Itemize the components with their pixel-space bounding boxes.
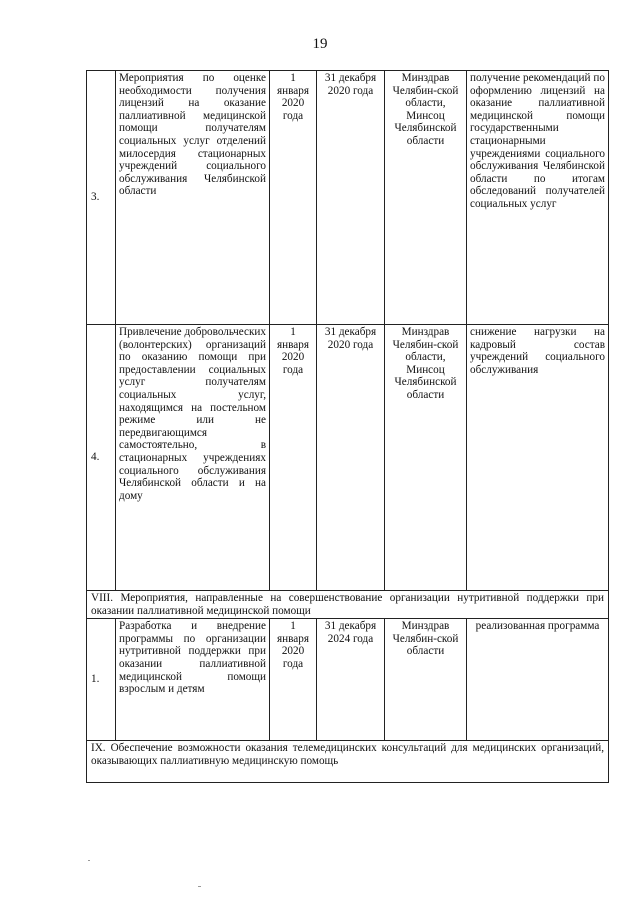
activity-cell: Разработка и внедрение программы по организации нутритивной поддержки при оказании паллиативной медицинской помощи взрослым и детям bbox=[116, 619, 270, 741]
responsible-cell: Минздрав Челябин-ской области, Минсоц Челябинской области bbox=[385, 325, 467, 591]
end-date-cell: 31 декабря 2024 года bbox=[317, 619, 385, 741]
scan-artifact bbox=[198, 886, 201, 887]
section-title: VIII. Мероприятия, направленные на совершенствование организации нутритивной поддержки при оказании паллиативной медицинской помощи bbox=[87, 591, 609, 619]
section-title: IX. Обеспечение возможности оказания телемедицинских консультаций для медицинских организаций, оказывающих паллиативную медицинскую помощь bbox=[87, 741, 609, 783]
table-row bbox=[87, 619, 609, 741]
result-cell: получение рекомендаций по оформлению лицензий на оказание паллиативной медицинской помощи государственными стационарными учреждениями социального обслуживания Челябинской области по итогам обследований получателей социальных услуг bbox=[467, 71, 609, 325]
end-date-cell: 31 декабря 2020 года bbox=[317, 71, 385, 325]
activity-cell: Привлечение добровольческих (волонтерских) организаций по оказанию помощи при предоставлении социальных услуг получателям социальных услуг, находящимся на постельном режиме или не передвигающимся самостоятельно, в стационарных учреждениях социального обслуживания Челябинской области и на дому bbox=[116, 325, 270, 591]
section-header-row bbox=[87, 741, 609, 783]
end-date-cell: 31 декабря 2020 года bbox=[317, 325, 385, 591]
row-number: 1. bbox=[87, 619, 116, 741]
result-cell: реализованная программа bbox=[467, 619, 609, 741]
table-row bbox=[87, 71, 609, 325]
activity-cell: Мероприятия по оценке необходимости получения лицензий на оказание паллиативной медицинской помощи получателям социальных услуг отделений милосердия стационарных учреждений социального обслуживания Челябинской области bbox=[116, 71, 270, 325]
start-date-cell: 1 января 2020 года bbox=[270, 619, 317, 741]
page-number: 19 bbox=[312, 36, 328, 52]
start-date-cell: 1 января 2020 года bbox=[270, 325, 317, 591]
row-number: 4. bbox=[87, 325, 116, 591]
scan-artifact bbox=[88, 860, 90, 861]
start-date-cell: 1 января 2020 года bbox=[270, 71, 317, 325]
responsible-cell: Минздрав Челябин-ской области, Минсоц Челябинской области bbox=[385, 71, 467, 325]
responsible-cell: Минздрав Челябин-ской области bbox=[385, 619, 467, 741]
result-cell: снижение нагрузки на кадровый состав учреждений социального обслуживания bbox=[467, 325, 609, 591]
row-number: 3. bbox=[87, 71, 116, 325]
section-header-row bbox=[87, 591, 609, 619]
table-row bbox=[87, 325, 609, 591]
measures-table bbox=[86, 70, 609, 783]
